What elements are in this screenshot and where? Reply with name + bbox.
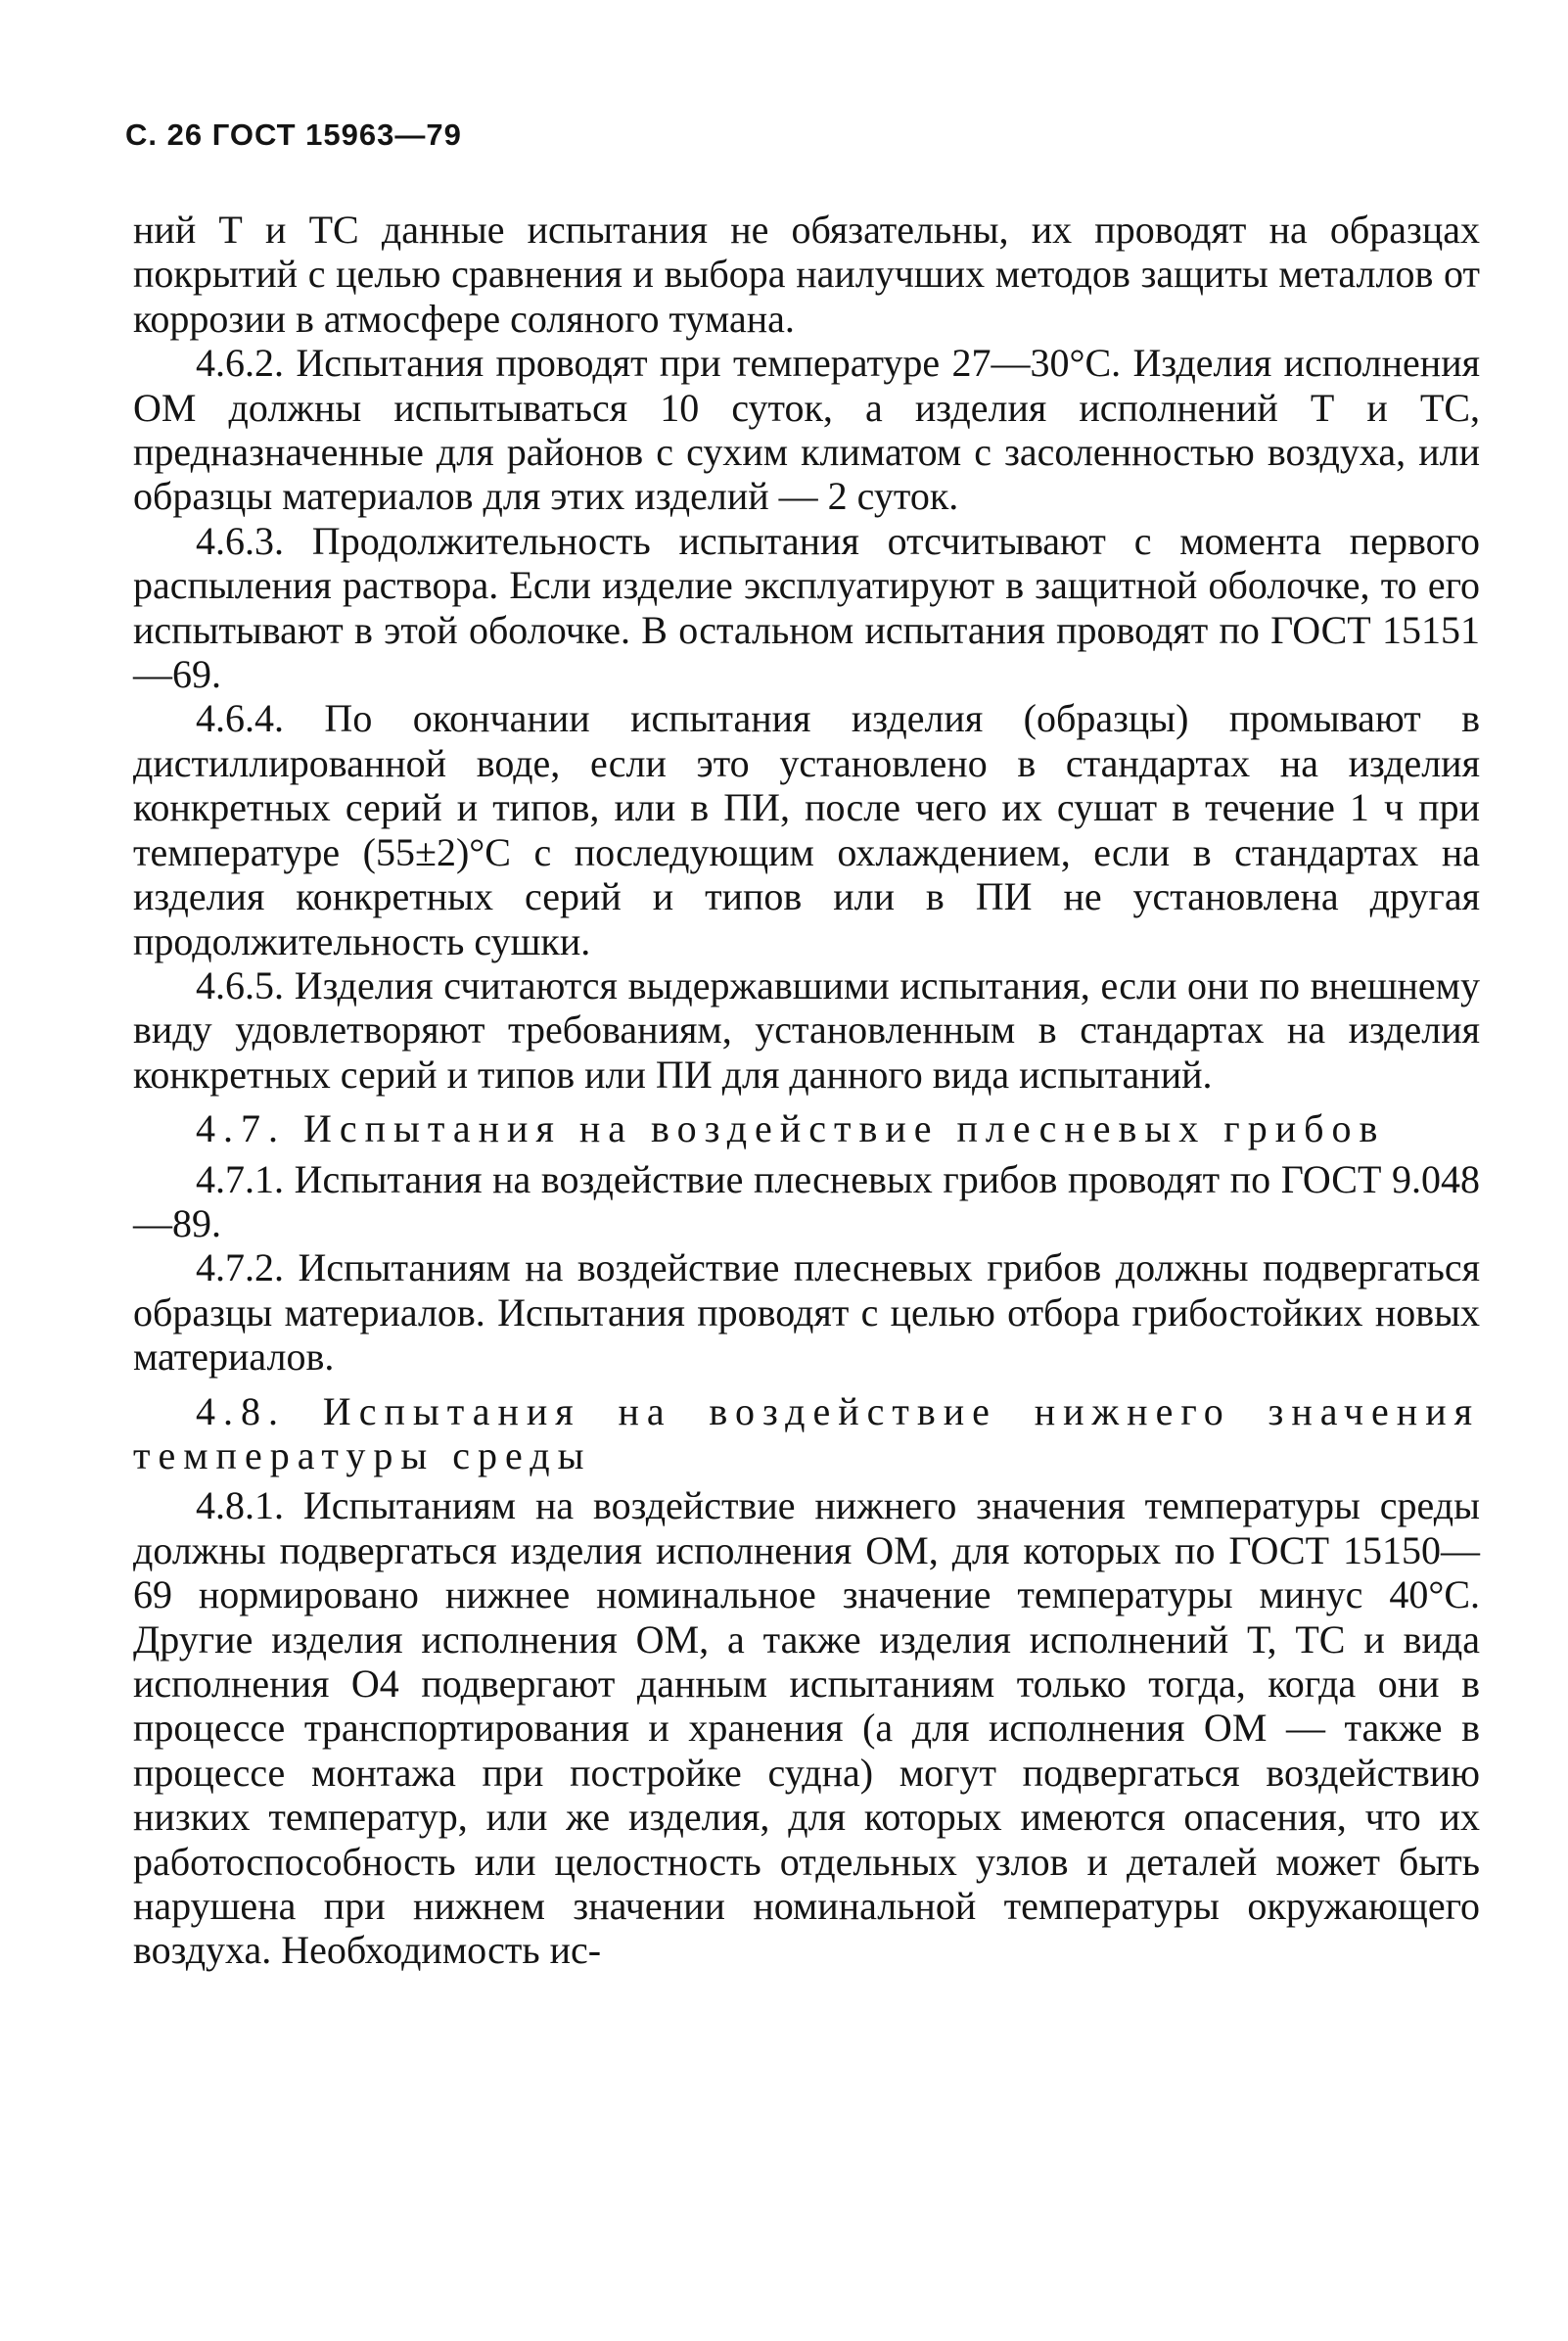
- page-header: С. 26 ГОСТ 15963—79: [125, 117, 462, 152]
- paragraph-4-8-1: 4.8.1. Испытаниям на воздействие нижнего значения температуры среды должны подвергаться изделия исполнения ОМ, для которых по ГОСТ 15150—69 нормировано нижнее номинальное значение температуры минус 40°С. Другие изделия исполнения ОМ, а также изделия исполнений Т, ТС и вида исполнения О4 подвергают данным испытаниям только тогда, когда они в процессе транспортирования и хранения (а для исполнения ОМ — также в процессе монтажа при постройке судна) могут подвергаться воздействию низких температур, или же изделия, для которых имеются опасения, что их работоспособность или целостность отдельных узлов и деталей может быть нарушена при нижнем значении номинальной температуры окружающего воздуха. Необходимость ис-: [133, 1483, 1480, 1973]
- paragraph-continuation: ний Т и ТС данные испытания не обязательны, их проводят на образцах покрытий с целью сравнения и выбора наилучших методов защиты металлов от коррозии в атмосфере соляного тумана.: [133, 208, 1480, 341]
- paragraph-4-7-2: 4.7.2. Испытаниям на воздействие плесневых грибов должны подвергаться образцы материалов. Испытания проводят с целью отбора грибостойких новых материалов.: [133, 1245, 1480, 1380]
- paragraph-4-6-5: 4.6.5. Изделия считаются выдержавшими испытания, если они по внешнему виду удовлетворяют требованиям, установленным в стандартах на изделия конкретных серий и типов или ПИ для данного вида испытаний.: [133, 962, 1480, 1097]
- section-heading-4-7: 4.7. Испытания на воздействие плесневых грибов: [196, 1106, 1386, 1151]
- section-heading-4-8: 4.8. Испытания на воздействие нижнего значения температуры среды: [133, 1388, 1480, 1477]
- paragraph-4-7-1: 4.7.1. Испытания на воздействие плесневых грибов проводят по ГОСТ 9.048—89.: [133, 1156, 1480, 1245]
- paragraph-4-6-3: 4.6.3. Продолжительность испытания отсчитывают с момента первого распыления раствора. Если изделие эксплуатируют в защитной оболочке, то его испытывают в этой оболочке. В остальном испытания проводят по ГОСТ 15151—69.: [133, 518, 1480, 697]
- paragraph-4-6-4: 4.6.4. По окончании испытания изделия (образцы) промывают в дистиллированной воде, если это установлено в стандартах на изделия конкретных серий и типов, или в ПИ, после чего их сушат в течение 1 ч при температуре (55±2)°С с последующим охлаждением, если в стандартах на изделия конкретных серий и типов или в ПИ не установлена другая продолжительность сушки.: [133, 696, 1480, 963]
- document-body: [133, 208, 1480, 1973]
- paragraph-4-6-2: 4.6.2. Испытания проводят при температуре 27—30°С. Изделия исполнения ОМ должны испытываться 10 суток, а изделия исполнений Т и ТС, предназначенные для районов с сухим климатом с засоленностью воздуха, или образцы материалов для этих изделий — 2 суток.: [133, 341, 1480, 519]
